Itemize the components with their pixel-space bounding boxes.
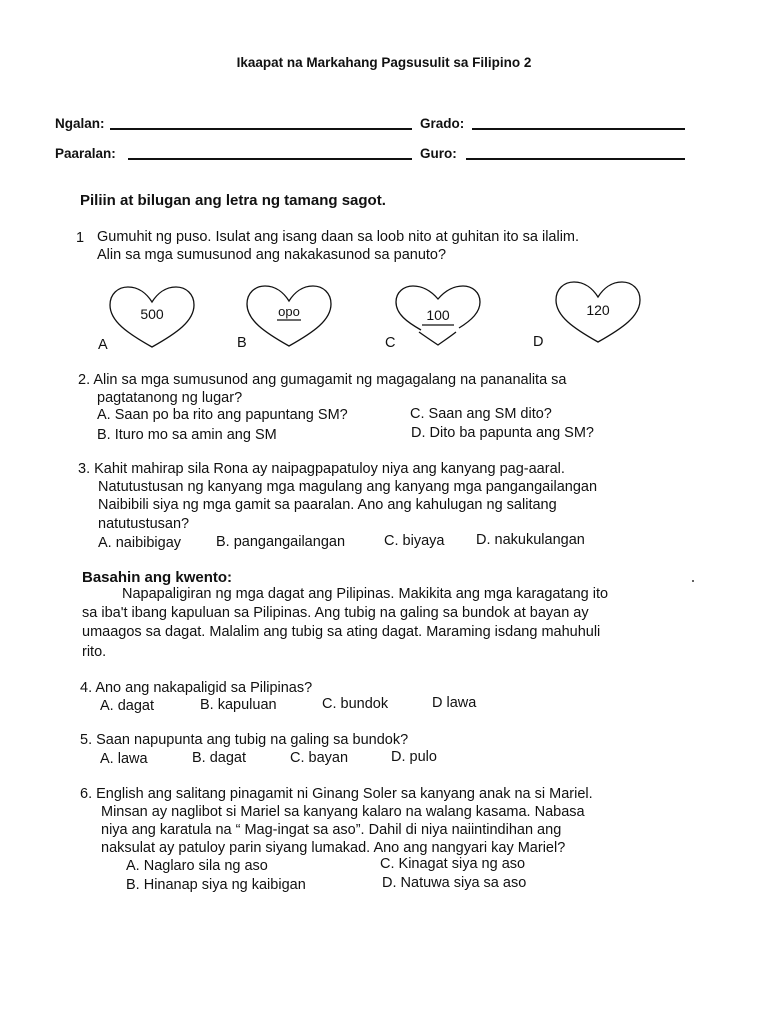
q2-line2: pagtatanong ng lugar?	[97, 390, 243, 406]
heart-d-letter: D	[533, 334, 544, 350]
story-line3: umaagos sa dagat. Malalim ang tubig sa ating dagat. Maraming isdang mahuhuli	[82, 624, 601, 640]
heart-a[interactable]	[107, 285, 197, 349]
q6-line4: naksulat ay patuloy parin siyang lumakad. Ano ang nangyari kay Mariel?	[101, 840, 566, 856]
q4-choice-c[interactable]: C. bundok	[322, 696, 389, 712]
q1-line2: Alin sa mga sumusunod ang nakakasunod sa panuto?	[97, 247, 447, 263]
heart-c-letter: C	[385, 335, 396, 351]
q2-choice-d[interactable]: D. Dito ba papunta ang SM?	[411, 425, 594, 441]
story-line2: sa iba't ibang kapuluan sa Pilipinas. Ang tubig na galing sa bundok at bayan ay	[82, 605, 589, 621]
q5-choice-d[interactable]: D. pulo	[391, 749, 437, 765]
guro-label: Guro:	[420, 146, 457, 161]
q2-choice-c[interactable]: C. Saan ang SM dito?	[410, 406, 552, 422]
q6-choice-a[interactable]: A. Naglaro sila ng aso	[126, 858, 268, 874]
guro-field[interactable]	[466, 158, 685, 160]
q5-choice-a[interactable]: A. lawa	[100, 751, 148, 767]
grado-field[interactable]	[472, 128, 685, 130]
story-line4: rito.	[82, 644, 107, 660]
q6-choice-d[interactable]: D. Natuwa siya sa aso	[382, 875, 527, 891]
ngalan-field[interactable]	[110, 128, 412, 130]
q2-choice-b[interactable]: B. Ituro mo sa amin ang SM	[97, 427, 277, 443]
story-line1: Napapaligiran ng mga dagat ang Pilipinas. Makikita ang mga karagatang ito	[122, 586, 609, 602]
story-heading: Basahin ang kwento:	[82, 569, 233, 586]
q3-choice-d[interactable]: D. nakukulangan	[476, 532, 585, 548]
q6-line3: niya ang karatula na “ Mag-ingat sa aso”. Dahil di niya naiintindihan ang	[101, 822, 562, 838]
q6-line2: Minsan ay naglibot si Mariel sa kanyang kalaro na walang kasama. Nabasa	[101, 804, 585, 820]
heart-b-text: opo	[278, 304, 300, 319]
q3-choice-a[interactable]: A. naibibigay	[98, 535, 182, 551]
q2-line1: 2. Alin sa mga sumusunod ang gumagamit ng magagalang na pananalita sa	[78, 372, 567, 388]
paaralan-label: Paaralan:	[55, 146, 116, 161]
page-title: Ikaapat na Markahang Pagsusulit sa Filipino 2	[236, 55, 532, 70]
heart-b[interactable]	[244, 284, 334, 348]
q3-line1: 3. Kahit mahirap sila Rona ay naipagpapatuloy niya ang kanyang pag-aaral.	[78, 461, 565, 477]
heart-d[interactable]	[553, 280, 643, 344]
q1-number: 1	[76, 230, 85, 246]
q3-line3: Naibibili siya ng mga gamit sa paaralan. Ano ang kahulugan ng salitang	[98, 497, 557, 513]
heart-c[interactable]	[393, 284, 483, 348]
q5-choice-b[interactable]: B. dagat	[192, 750, 247, 766]
q6-choice-c[interactable]: C. Kinagat siya ng aso	[380, 856, 526, 872]
grado-label: Grado:	[420, 116, 465, 131]
q4-choice-b[interactable]: B. kapuluan	[200, 697, 277, 713]
stray-mark	[692, 580, 694, 582]
q3-choice-c[interactable]: C. biyaya	[384, 533, 445, 549]
q4-choice-a[interactable]: A. dagat	[100, 698, 155, 714]
q5-line1: 5. Saan napupunta ang tubig na galing sa bundok?	[80, 732, 409, 748]
heart-b-letter: B	[237, 335, 247, 351]
q5-choice-c[interactable]: C. bayan	[290, 750, 349, 766]
heart-a-text: 500	[140, 306, 164, 322]
q3-choice-b[interactable]: B. pangangailangan	[216, 534, 346, 550]
heart-d-text: 120	[586, 302, 610, 318]
q6-line1: 6. English ang salitang pinagamit ni Ginang Soler sa kanyang anak na si Mariel.	[80, 786, 593, 802]
instruction: Piliin at bilugan ang letra ng tamang sagot.	[80, 192, 386, 209]
q6-choice-b[interactable]: B. Hinanap siya ng kaibigan	[126, 877, 306, 893]
heart-a-letter: A	[98, 337, 108, 353]
heart-c-text: 100	[426, 307, 450, 323]
q3-line2: Natutustusan ng kanyang mga magulang ang kanyang mga pangangailangan	[98, 479, 598, 495]
q2-choice-a[interactable]: A. Saan po ba rito ang papuntang SM?	[97, 407, 348, 423]
paaralan-field[interactable]	[128, 158, 412, 160]
q4-choice-d[interactable]: D lawa	[432, 695, 477, 711]
ngalan-label: Ngalan:	[55, 116, 105, 131]
q3-line4: natutustusan?	[98, 516, 190, 532]
q4-line1: 4. Ano ang nakapaligid sa Pilipinas?	[80, 680, 313, 696]
q1-line1: Gumuhit ng puso. Isulat ang isang daan sa loob nito at guhitan ito sa ilalim.	[97, 229, 580, 245]
